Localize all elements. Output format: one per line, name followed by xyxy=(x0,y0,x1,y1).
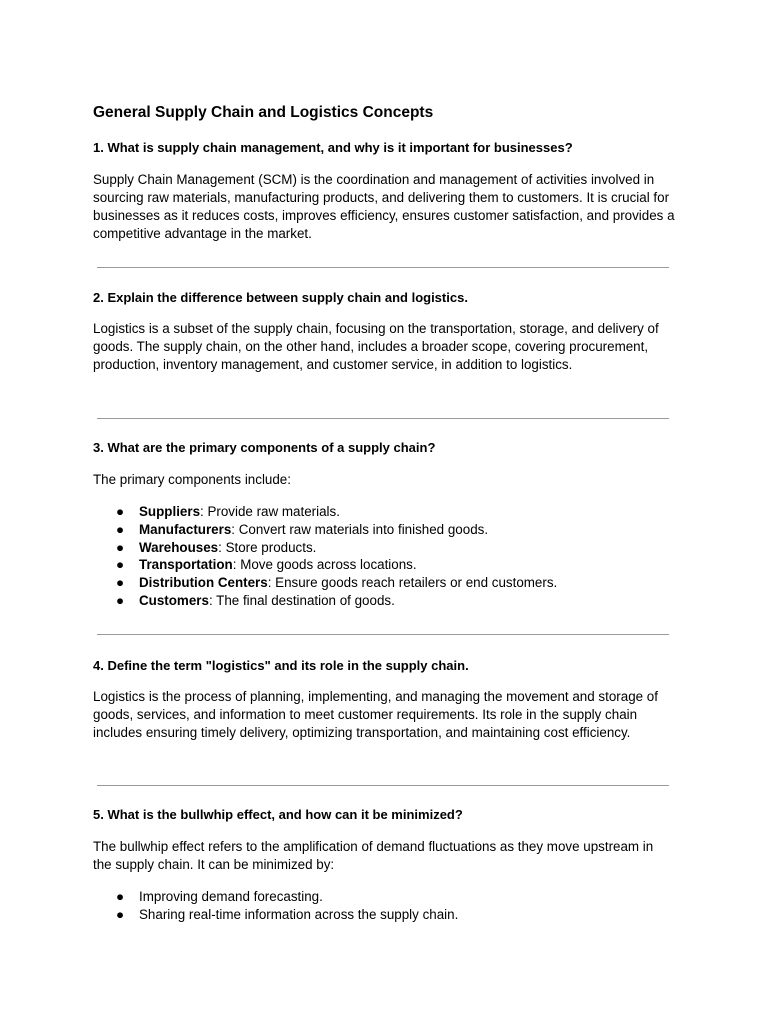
list-item-term: Suppliers xyxy=(139,504,201,519)
question-3-heading: 3. What are the primary components of a supply chain? xyxy=(93,440,436,455)
list-item-term: Distribution Centers xyxy=(139,575,268,591)
question-1-heading: 1. What is supply chain management, and why is it important for businesses? xyxy=(93,140,573,155)
list-item xyxy=(93,556,557,574)
list-item-desc: : Provide raw materials. xyxy=(200,504,340,519)
bullet-icon: ● xyxy=(116,557,125,573)
document-title: General Supply Chain and Logistics Concepts xyxy=(93,104,434,121)
list-item xyxy=(93,592,557,610)
question-5-heading: 5. What is the bullwhip effect, and how can it be minimized? xyxy=(93,807,463,822)
bullet-icon: ● xyxy=(116,575,125,591)
answer-4-paragraph: Logistics is the process of planning, implementing, and managing the movement and storage of goods, services, and information to meet customer requirements. Its role in the supply chain includes ensuring timely delivery, optimizing transportation, and maintaining cost efficiency. xyxy=(93,689,658,740)
list-item-text: Sharing real-time information across the supply chain. xyxy=(139,906,459,922)
list-item-term: Customers xyxy=(139,592,209,608)
list-item-desc: : Move goods across locations. xyxy=(232,557,417,573)
list-item-desc: : Ensure goods reach retailers or end customers. xyxy=(267,575,558,591)
bullet-icon: ● xyxy=(116,521,125,537)
bullet-icon: ● xyxy=(116,504,125,519)
section-divider xyxy=(97,418,669,419)
list-item-text: Improving demand forecasting. xyxy=(139,889,323,904)
list-item-term: Transportation xyxy=(139,557,233,573)
answer-1-paragraph: Supply Chain Management (SCM) is the coordination and management of activities involved in sourcing raw materials, manufacturing products, and delivering them to customers. It is crucial for businesses as it reduces costs, improves efficiency, ensures customer satisfaction, and provides a competitive advantage in the market. xyxy=(93,172,675,241)
list-item-term: Warehouses xyxy=(139,539,219,555)
list-item xyxy=(93,521,557,539)
list-item xyxy=(93,888,458,906)
list-item xyxy=(93,539,557,557)
section-divider xyxy=(97,267,669,268)
list-item-desc: : Convert raw materials into finished goods. xyxy=(231,521,489,537)
question-4-heading: 4. Define the term "logistics" and its role in the supply chain. xyxy=(93,658,469,673)
list-item-desc: : The final destination of goods. xyxy=(208,592,395,608)
bullet-icon: ● xyxy=(116,889,125,904)
list-item xyxy=(93,574,557,592)
question-2-heading: 2. Explain the difference between supply chain and logistics. xyxy=(93,290,468,305)
list-item-term: Manufacturers xyxy=(139,521,232,537)
section-divider xyxy=(97,785,669,786)
bullet-icon: ● xyxy=(116,539,125,555)
list-item xyxy=(93,906,458,924)
answer-2-paragraph: Logistics is a subset of the supply chain, focusing on the transportation, storage, and delivery of goods. The supply chain, on the other hand, includes a broader scope, covering procurement, production, inventory management, and customer service, in addition to logistics. xyxy=(93,321,659,372)
section-divider xyxy=(97,634,669,635)
bullwhip-remedies-list xyxy=(93,888,458,924)
bullet-icon: ● xyxy=(116,592,125,608)
list-item xyxy=(93,503,557,521)
answer-5-intro: The bullwhip effect refers to the amplification of demand fluctuations as they move upstream in the supply chain. It can be minimized by: xyxy=(93,839,654,872)
components-list xyxy=(93,503,557,610)
answer-3-intro: The primary components include: xyxy=(93,472,291,487)
bullet-icon: ● xyxy=(116,906,125,922)
list-item-desc: : Store products. xyxy=(218,539,317,555)
